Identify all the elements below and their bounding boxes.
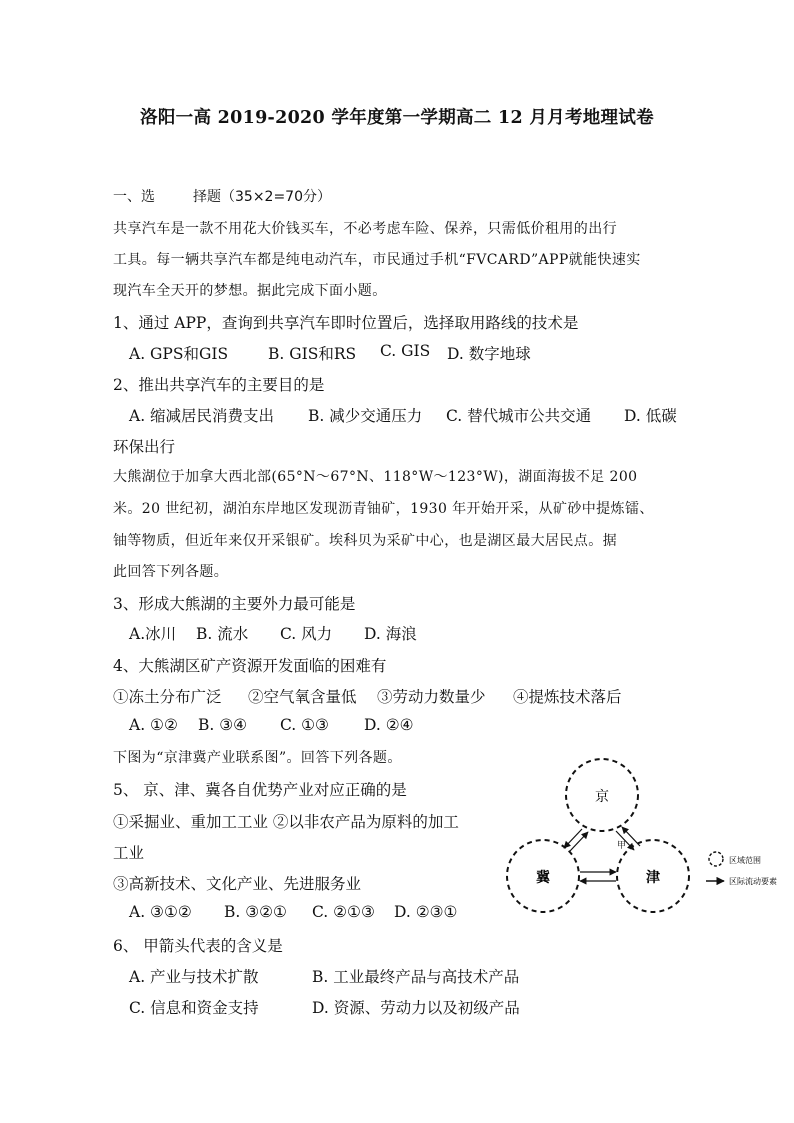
q1-stem: 1、通过 APP，查询到共享汽车即时位置后，选择取用路线的技术是: [113, 314, 579, 332]
q5-option-d: D. ②③①: [394, 903, 458, 921]
q4-stem: 4、大熊湖区矿产资源开发面临的困难有: [113, 657, 387, 675]
section-heading: [113, 186, 331, 206]
passage2-line4: 此回答下列各题。: [113, 564, 229, 580]
q4-option-b: B. ③④: [198, 716, 248, 734]
q2-stem: 2、推出共享汽车的主要目的是: [113, 376, 325, 394]
arrow-jing-to-ji: [564, 829, 582, 848]
q1-option-b: B. GIS和RS: [268, 345, 357, 363]
q5-option-a: A. ③①②: [129, 903, 192, 921]
q1-option-d: D. 数字地球: [447, 345, 531, 363]
q2-option-c: C. 替代城市公共交通: [446, 407, 592, 425]
legend-flow-label: 区际流动要素: [729, 877, 777, 886]
q4-item-1: ①冻土分布广泛: [113, 688, 222, 706]
q5-option-c: C. ②①③: [312, 903, 375, 921]
arrow-ji-to-jing: [570, 832, 588, 851]
passage3-line: 下图为“京津冀产业联系图”。回答下列各题。: [113, 750, 402, 766]
q5-item-line3: ③高新技术、文化产业、先进服务业: [113, 875, 362, 893]
industry-link-diagram: [500, 755, 794, 935]
passage2-line1: 大熊湖位于加拿大西北部(65°N～67°N、118°W～123°W)，湖面海拔不足 200: [113, 469, 638, 485]
node-label-jin: 津: [646, 870, 660, 886]
q6-stem: 6、 甲箭头代表的含义是: [113, 937, 283, 955]
q4-item-3: ③劳动力数量少: [377, 688, 486, 706]
q6-option-c: C. 信息和资金支持: [129, 999, 259, 1017]
q6-option-b: B. 工业最终产品与高技术产品: [312, 968, 520, 986]
section-heading-part1: 一、选: [113, 189, 155, 205]
q2-option-a: A. 缩减居民消费支出: [129, 407, 275, 425]
passage1-line3: 现汽车全天开的梦想。据此完成下面小题。: [113, 283, 387, 299]
legend-region-label: 区域范围: [729, 856, 761, 865]
q4-option-a: A. ①②: [129, 716, 178, 734]
q3-option-b: B. 流水: [196, 625, 249, 643]
q5-stem: 5、 京、津、冀各自优势产业对应正确的是: [113, 781, 407, 799]
q4-option-c: C. ①③: [280, 716, 329, 734]
section-heading-part2: 择题（35×2=70分）: [193, 189, 331, 205]
passage1-line1: 共享汽车是一款不用花大价钱买车，不必考虑车险、保养，只需低价租用的出行: [113, 221, 617, 237]
arrow-label-jia: 甲: [617, 841, 627, 851]
q1-option-a: A. GPS和GIS: [129, 345, 229, 363]
passage2-line3: 铀等物质，但近年来仅开采银矿。埃科贝为采矿中心，也是湖区最大居民点。据: [113, 533, 617, 549]
q2-option-d-continued: 环保出行: [113, 438, 176, 456]
q5-option-b: B. ③②①: [224, 903, 287, 921]
passage1-line2: 工具。每一辆共享汽车都是纯电动汽车，市民通过手机“FVCARD”APP就能快速实: [113, 252, 641, 268]
q3-option-d: D. 海浪: [364, 625, 417, 643]
node-label-jing: 京: [595, 789, 609, 805]
q4-item-2: ②空气氧含量低: [248, 688, 357, 706]
passage2-line2: 米。20 世纪初，湖泊东岸地区发现沥青铀矿，1930 年开始开采，从矿砂中提炼镭、: [113, 501, 654, 517]
q5-item-line1: ①采掘业、重加工工业 ②以非农产品为原料的加工: [113, 813, 459, 831]
exam-title: 洛阳一高 2019-2020 学年度第一学期高二 12 月月考地理试卷: [140, 108, 654, 128]
q2-option-b: B. 减少交通压力: [308, 407, 423, 425]
q4-item-4: ④提炼技术落后: [513, 688, 622, 706]
q6-option-d: D. 资源、劳动力以及初级产品: [312, 999, 520, 1017]
q3-option-a: A.冰川: [129, 625, 177, 643]
q2-option-d: D. 低碳: [624, 407, 677, 425]
q4-option-d: D. ②④: [364, 716, 414, 734]
q3-stem: 3、形成大熊湖的主要外力最可能是: [113, 595, 356, 613]
q6-option-a: A. 产业与技术扩散: [129, 968, 259, 986]
legend-region-icon: [709, 852, 723, 866]
q1-option-c: C. GIS: [380, 342, 431, 360]
q3-option-c: C. 风力: [280, 625, 333, 643]
node-label-ji: 冀: [536, 870, 550, 886]
q5-item-line2: 工业: [113, 844, 145, 862]
